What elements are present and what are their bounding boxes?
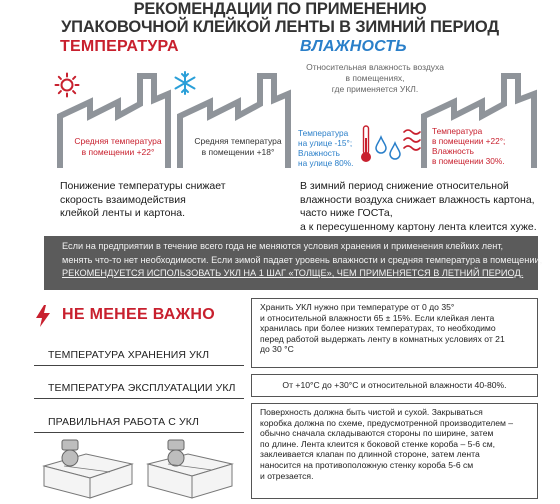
work-info-box (251, 403, 538, 499)
operation-info-box (251, 374, 538, 397)
outside-line: на улице -15°; (298, 138, 353, 148)
temperature-heading: ТЕМПЕРАТУРА (60, 38, 179, 55)
factory-warm (56, 70, 174, 170)
outside-line: Влажность (298, 148, 341, 158)
row-label-work: ПРАВИЛЬНАЯ РАБОТА С УКЛ (48, 416, 199, 428)
box-line: наносится на противоположную стенку короба 5-6 см (260, 459, 474, 470)
box-line: до 30 °С (260, 344, 294, 355)
humidity-note-line: Относительная влажность воздуха (306, 62, 444, 72)
temperature-description (60, 180, 280, 221)
box-line: хранилась при более низких температурах, то необходимо (260, 323, 496, 334)
banner-line: Если на предприятии в течение всего года не меняются условия хранения и применения клейких лент, (62, 241, 504, 251)
divider (34, 398, 244, 399)
humidity-note-line: в помещениях, (345, 73, 405, 83)
humidity-description (300, 180, 540, 234)
humidity-heading: ВЛАЖНОСТЬ (300, 38, 407, 55)
desc-line: клейкой ленты и картона. (60, 207, 186, 219)
factory-humidity (420, 70, 540, 170)
box-line: обычно сначала складываются стороны по ширине, затем (260, 428, 494, 439)
box-line: заклеивается клапан по длинной стороне, затем лента (260, 449, 480, 460)
taping-illustration-icon (40, 436, 240, 500)
thermometer-icon (360, 124, 372, 164)
outside-conditions (298, 128, 360, 168)
outside-line: на улице 80%. (298, 158, 354, 168)
desc-line: скорость взаимодействия (60, 193, 186, 206)
box-line: Хранить УКЛ нужно при температуре от 0 до 35° (260, 302, 455, 312)
box-line: и относительной влажности 65 ± 15%. Если клейкая лента (260, 312, 495, 323)
lightning-icon (34, 304, 52, 328)
factory-warm-line: в помещении +22° (81, 146, 155, 157)
page-title-line-1: РЕКОМЕНДАЦИИ ПО ПРИМЕНЕНИЮ (133, 0, 427, 18)
box-line: и отрезается. (260, 470, 314, 481)
divider (34, 365, 244, 366)
row-label-storage: ТЕМПЕРАТУРА ХРАНЕНИЯ УКЛ (48, 349, 210, 361)
desc-line: а к пересушенному картону лента клеится хуже. (300, 220, 537, 233)
banner-line: менять что-то нет необходимости. Если зимой падает уровень влажности и средняя температура в помещении, (62, 254, 543, 265)
box-line: коробка должна по схеме, предусмотренной производителем – (260, 417, 514, 428)
desc-line: Понижение температуры снижает (60, 180, 226, 192)
factory-cold-line: в помещении +18° (201, 146, 275, 157)
factory-warm-line: Средняя температура (74, 136, 162, 146)
banner-recommendation: РЕКОМЕНДУЕТСЯ ИСПОЛЬЗОВАТЬ УКЛ НА 1 ШАГ «ТОЛЩЕ», ЧЕМ ПРИМЕНЯЕТСЯ В ЛЕТНИЙ ПЕРИОД. (62, 268, 524, 278)
inside-line: Температура (432, 126, 483, 136)
divider (34, 432, 244, 433)
storage-info-box (251, 298, 538, 368)
factory-cold-line: Средняя температура (194, 136, 282, 146)
factory-cold (176, 70, 294, 170)
outside-line: Температура (298, 128, 349, 138)
inside-line: Влажность (432, 146, 475, 156)
inside-line: в помещении 30%. (432, 156, 505, 166)
important-heading: НЕ МЕНЕЕ ВАЖНО (62, 306, 215, 323)
water-drops-icon (374, 134, 404, 160)
box-line: От +10°С до +30°С и относительной влажности 40-80%. (282, 380, 507, 390)
inside-line: в помещении +22°; (432, 136, 506, 146)
page-title-line-2: УПАКОВОЧНОЙ КЛЕЙКОЙ ЛЕНТЫ В ЗИМНИЙ ПЕРИОД (61, 18, 499, 36)
box-line: перед работой выдержать ленту в комнатных условиях от 21 (260, 333, 505, 344)
desc-line: влажности воздуха снижает влажность картона, (300, 193, 535, 206)
desc-line: часто ниже ГОСТа, (300, 207, 393, 219)
recommendation-banner (44, 236, 543, 290)
desc-line: В зимний период снижение относительной (300, 180, 509, 192)
box-line: по длине. Лента клеится к боковой стенке короба – 5-6 см, (260, 438, 496, 449)
heat-waves-icon (402, 126, 422, 156)
humidity-note-line: где применяется УКЛ. (331, 84, 419, 94)
row-label-operation: ТЕМПЕРАТУРА ЭКСПЛУАТАЦИИ УКЛ (48, 382, 236, 394)
box-line: Поверхность должна быть чистой и сухой. Закрываться (260, 407, 483, 417)
